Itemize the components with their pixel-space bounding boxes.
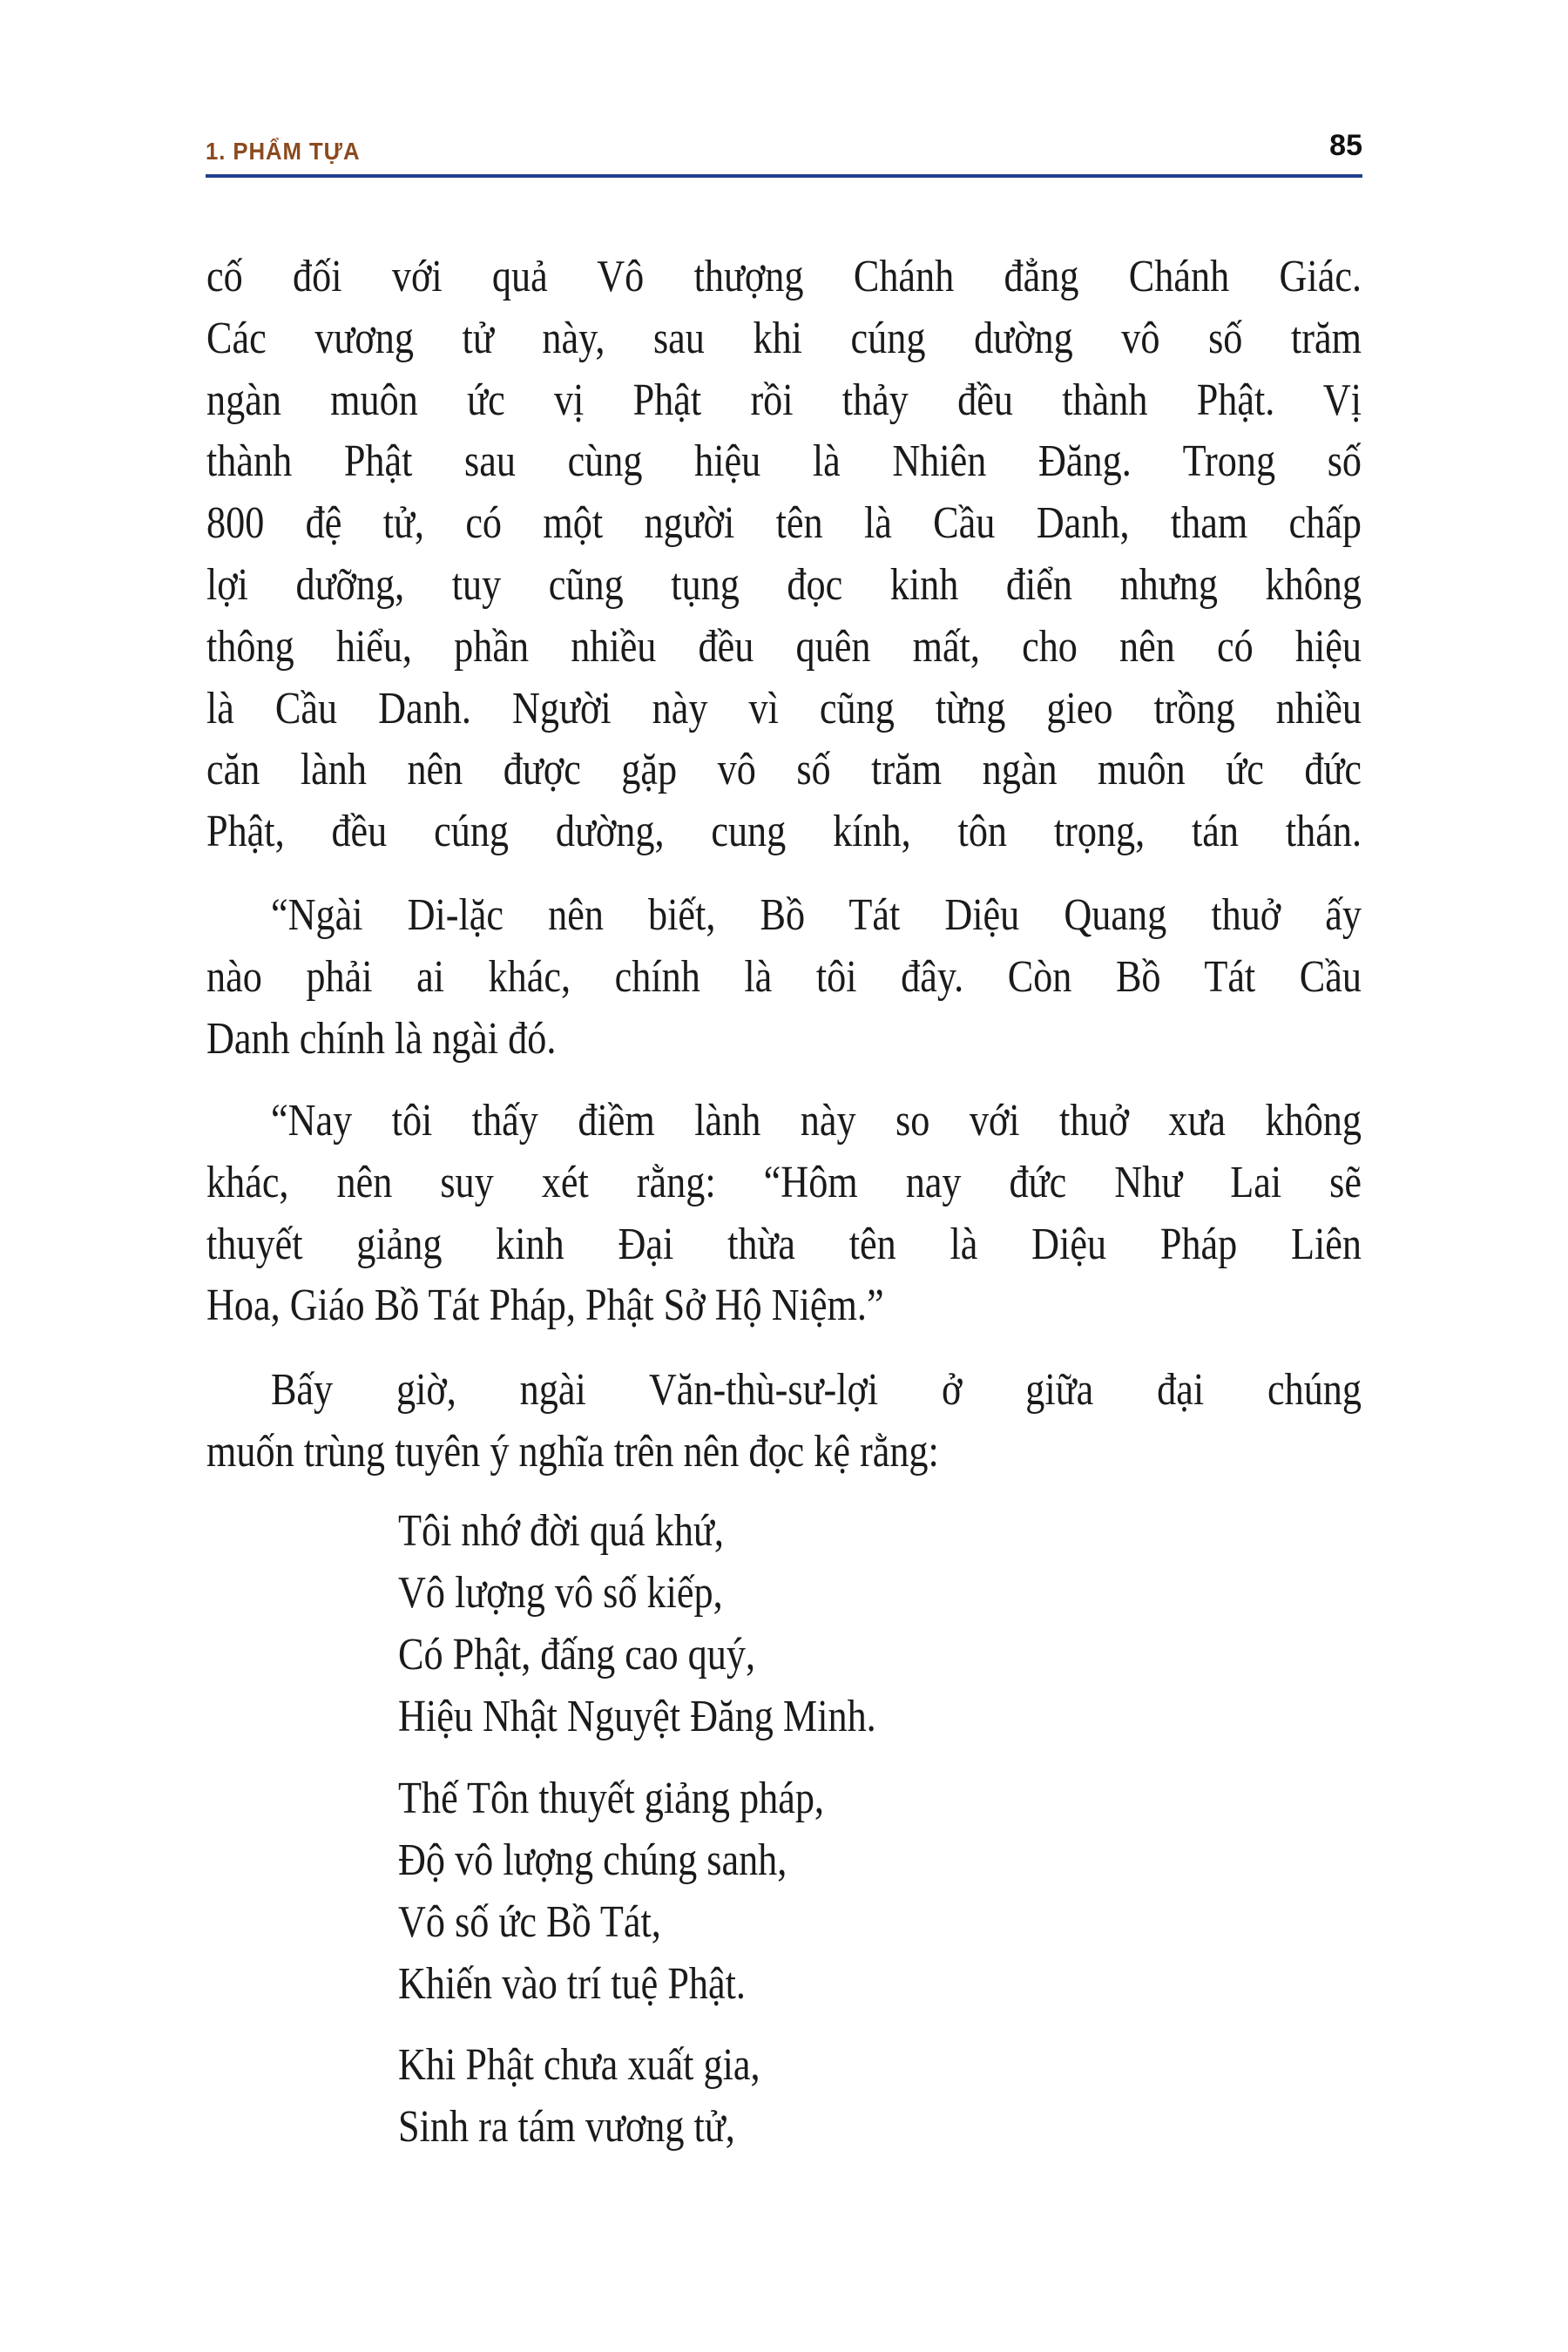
- text-line: lợi dưỡng, tuy cũng tụng đọc kinh điển nhưng không: [206, 560, 1362, 610]
- running-head: [206, 131, 1362, 166]
- verse-line: Khiến vào trí tuệ Phật.: [398, 1959, 746, 2009]
- text-line: thuyết giảng kinh Đại thừa tên là Diệu Pháp Liên: [206, 1219, 1362, 1269]
- text-line: ngàn muôn ức vị Phật rồi thảy đều thành Phật. Vị: [206, 375, 1362, 425]
- verse-line: Vô lượng vô số kiếp,: [398, 1568, 723, 1618]
- verse-line: Khi Phật chưa xuất gia,: [398, 2040, 760, 2090]
- text-line: thông hiểu, phần nhiều đều quên mất, cho nên có hiệu: [206, 621, 1362, 672]
- text-line: muốn trùng tuyên ý nghĩa trên nên đọc kệ rằng:: [206, 1426, 939, 1477]
- text-line: Bấy giờ, ngài Văn-thù-sư-lợi ở giữa đại chúng: [270, 1365, 1362, 1415]
- verse-line: Có Phật, đấng cao quý,: [398, 1630, 756, 1680]
- page-number: 85: [1329, 129, 1362, 162]
- text-line: nào phải ai khác, chính là tôi đây. Còn Bồ Tát Cầu: [206, 951, 1362, 1002]
- text-line: là Cầu Danh. Người này vì cũng từng gieo trồng nhiều: [206, 683, 1362, 733]
- text-line: Các vương tử này, sau khi cúng dường vô số trăm: [206, 313, 1362, 363]
- text-line: Phật, đều cúng dường, cung kính, tôn trọng, tán thán.: [206, 807, 1362, 857]
- header-rule: [206, 174, 1362, 178]
- text-line: 800 đệ tử, có một người tên là Cầu Danh, tham chấp: [206, 498, 1362, 549]
- chapter-title: 1. PHẨM TỰA: [206, 138, 361, 165]
- text-line: thành Phật sau cùng hiệu là Nhiên Đăng. Trong số: [206, 436, 1362, 487]
- verse-line: Tôi nhớ đời quá khứ,: [398, 1506, 724, 1556]
- verse-line: Vô số ức Bồ Tát,: [398, 1897, 661, 1947]
- text-line: khác, nên suy xét rằng: “Hôm nay đức Như Lai sẽ: [206, 1157, 1362, 1207]
- text-line: “Ngài Di-lặc nên biết, Bồ Tát Diệu Quang thuở ấy: [270, 890, 1362, 940]
- verse-line: Sinh ra tám vương tử,: [398, 2102, 735, 2152]
- verse-line: Độ vô lượng chúng sanh,: [398, 1835, 787, 1885]
- text-line: Danh chính là ngài đó.: [206, 1013, 557, 1064]
- verse-line: Thế Tôn thuyết giảng pháp,: [398, 1774, 824, 1823]
- text-line: căn lành nên được gặp vô số trăm ngàn muôn ức đức: [206, 745, 1362, 795]
- verse-line: Hiệu Nhật Nguyệt Đăng Minh.: [398, 1692, 876, 1741]
- text-line: cố đối với quả Vô thượng Chánh đẳng Chánh Giác.: [206, 252, 1362, 301]
- text-line: Hoa, Giáo Bồ Tát Pháp, Phật Sở Hộ Niệm.”: [206, 1281, 884, 1331]
- text-line: “Nay tôi thấy điềm lành này so với thuở xưa không: [270, 1096, 1362, 1146]
